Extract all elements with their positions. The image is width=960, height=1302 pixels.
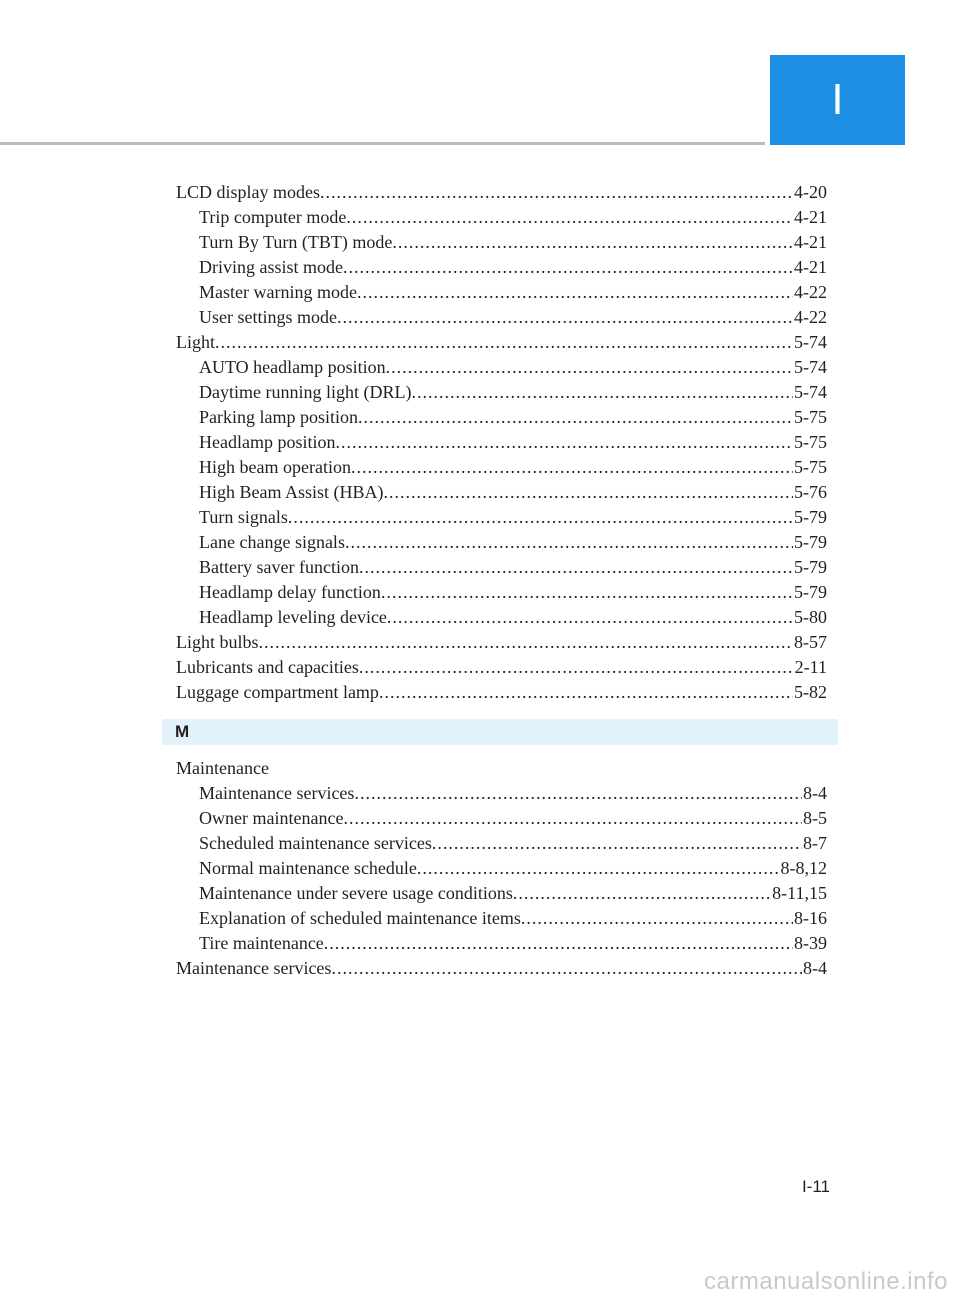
entry-label: High beam operation — [199, 457, 351, 477]
index-subentry — [176, 305, 827, 330]
entry-label: Tire maintenance — [199, 933, 324, 953]
entry-label: Light — [176, 332, 215, 352]
dot-leader — [324, 931, 793, 956]
dot-leader — [513, 881, 771, 906]
entry-page: 8-11,15 — [772, 883, 827, 903]
index-subentry — [176, 605, 827, 630]
dot-leader — [331, 956, 802, 981]
entry-label: Battery saver function — [199, 557, 359, 577]
index-subentry — [176, 906, 827, 931]
entry-page: 8-16 — [794, 908, 827, 928]
entry-label: Normal maintenance schedule — [199, 858, 417, 878]
index-subentry — [176, 831, 827, 856]
index-subentry — [176, 480, 827, 505]
entry-label: Headlamp delay function — [199, 582, 381, 602]
dot-leader — [381, 580, 793, 605]
dot-leader — [392, 230, 793, 255]
index-entry — [176, 756, 827, 781]
dot-leader — [346, 205, 793, 230]
index-subentry — [176, 530, 827, 555]
entry-page: 4-21 — [794, 207, 827, 227]
entry-label: Scheduled maintenance services — [199, 833, 432, 853]
index-subentry — [176, 806, 827, 831]
index-entry — [176, 180, 827, 205]
index-entry — [176, 330, 827, 355]
entry-page: 8-4 — [803, 958, 827, 978]
entry-page: 8-7 — [803, 833, 827, 853]
dot-leader — [320, 180, 793, 205]
entry-page: 8-39 — [794, 933, 827, 953]
index-subentry — [176, 781, 827, 806]
entry-label: Headlamp leveling device — [199, 607, 387, 627]
dot-leader — [387, 605, 793, 630]
page-number: I-11 — [801, 1177, 830, 1196]
index-subentry — [176, 555, 827, 580]
index-subentry — [176, 355, 827, 380]
entry-page: 8-8,12 — [780, 858, 827, 878]
entry-page: 5-75 — [794, 407, 827, 427]
entry-page: 5-79 — [794, 507, 827, 527]
index-subentry — [176, 230, 827, 255]
entry-label: Daytime running light (DRL) — [199, 382, 412, 402]
dot-leader — [358, 405, 793, 430]
entry-page: 4-22 — [794, 282, 827, 302]
dot-leader — [359, 555, 793, 580]
entry-page: 5-76 — [794, 482, 827, 502]
index-subentry — [176, 455, 827, 480]
dot-leader — [359, 655, 794, 680]
entry-page: 5-75 — [794, 457, 827, 477]
dot-leader — [432, 831, 802, 856]
entry-page: 4-21 — [794, 257, 827, 277]
entry-page: 5-80 — [794, 607, 827, 627]
dot-leader — [343, 806, 802, 831]
dot-leader — [379, 680, 793, 705]
header-rule — [0, 142, 765, 145]
entry-label: Turn signals — [199, 507, 288, 527]
entry-label: Master warning mode — [199, 282, 357, 302]
index-subentry — [176, 931, 827, 956]
entry-page: 8-57 — [794, 632, 827, 652]
index-entry — [176, 630, 827, 655]
entry-page: 4-21 — [794, 232, 827, 252]
dot-leader — [521, 906, 793, 931]
dot-leader — [259, 630, 793, 655]
section-heading: M — [162, 719, 838, 745]
index-subentry — [176, 430, 827, 455]
entry-page: 5-74 — [794, 332, 827, 352]
entry-label: AUTO headlamp position — [199, 357, 386, 377]
entry-page: 2-11 — [794, 657, 827, 677]
entry-label: Headlamp position — [199, 432, 336, 452]
dot-leader — [343, 255, 793, 280]
dot-leader — [384, 480, 794, 505]
dot-leader — [288, 505, 793, 530]
index-list — [176, 180, 827, 981]
entry-label: High Beam Assist (HBA) — [199, 482, 384, 502]
entry-label: Maintenance services — [176, 958, 332, 978]
index-subentry — [176, 856, 827, 881]
index-entry — [176, 655, 827, 680]
entry-label: Turn By Turn (TBT) mode — [199, 232, 393, 252]
dot-leader — [337, 305, 793, 330]
entry-page: 5-74 — [794, 357, 827, 377]
entry-page: 5-82 — [794, 682, 827, 702]
entry-page: 4-22 — [794, 307, 827, 327]
dot-leader — [357, 280, 793, 305]
dot-leader — [411, 380, 793, 405]
index-entry — [176, 956, 827, 981]
index-letter: I — [831, 75, 844, 124]
watermark: carmanualsonline.info — [704, 1268, 948, 1295]
entry-label: Owner maintenance — [199, 808, 344, 828]
entry-page: 5-79 — [794, 532, 827, 552]
entry-label: Lubricants and capacities — [176, 657, 359, 677]
entry-label: User settings mode — [199, 307, 337, 327]
entry-page: 5-75 — [794, 432, 827, 452]
entry-page: 5-79 — [794, 557, 827, 577]
entry-page: 8-5 — [803, 808, 827, 828]
entry-page: 4-20 — [794, 182, 827, 202]
index-entry — [176, 680, 827, 705]
index-subentry — [176, 580, 827, 605]
entry-label: Lane change signals — [199, 532, 345, 552]
index-subentry — [176, 255, 827, 280]
index-subentry — [176, 881, 827, 906]
entry-page: 8-4 — [803, 783, 827, 803]
entry-label: Maintenance under severe usage conditions — [199, 883, 513, 903]
index-subentry — [176, 380, 827, 405]
entry-page: 5-74 — [794, 382, 827, 402]
entry-label: Light bulbs — [176, 632, 259, 652]
dot-leader — [417, 856, 780, 881]
entry-label: Explanation of scheduled maintenance items — [199, 908, 521, 928]
dot-leader — [215, 330, 793, 355]
entry-label: Driving assist mode — [199, 257, 343, 277]
entry-label: Luggage compartment lamp — [176, 682, 379, 702]
dot-leader — [351, 455, 793, 480]
index-subentry — [176, 205, 827, 230]
entry-page: 5-79 — [794, 582, 827, 602]
dot-leader — [335, 430, 793, 455]
entry-label: Trip computer mode — [199, 207, 347, 227]
index-subentry — [176, 280, 827, 305]
index-subentry — [176, 505, 827, 530]
entry-label: Maintenance services — [199, 783, 355, 803]
index-letter-tab — [770, 55, 905, 145]
dot-leader — [345, 530, 793, 555]
entry-label: LCD display modes — [176, 182, 320, 202]
index-subentry — [176, 405, 827, 430]
dot-leader — [386, 355, 793, 380]
entry-label: Parking lamp position — [199, 407, 358, 427]
dot-leader — [354, 781, 802, 806]
entry-label: Maintenance — [176, 758, 269, 778]
